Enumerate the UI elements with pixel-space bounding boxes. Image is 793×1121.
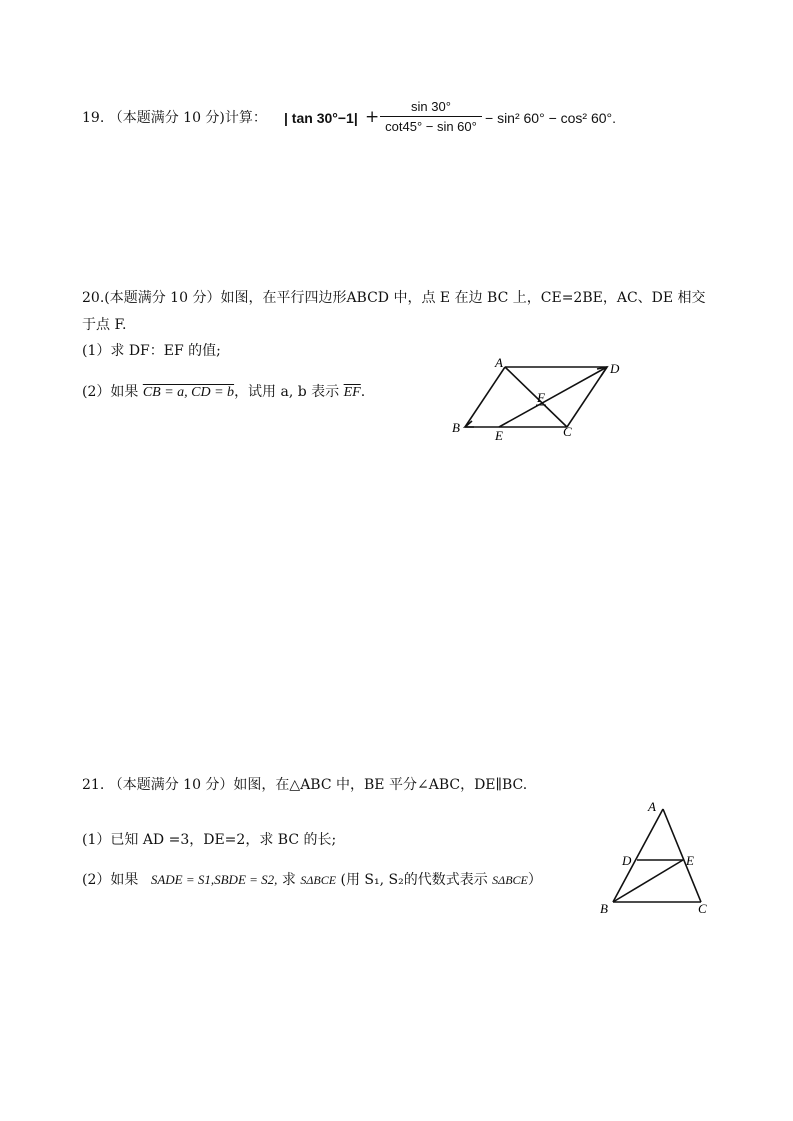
q20-statement-line2: 于点 F. [82, 317, 127, 333]
q20-part1: (1）求 DF：EF 的值; [82, 343, 221, 359]
q19-prefix: 19. （本题满分 10 分)计算： [82, 110, 267, 126]
q21-statement: 21. （本题满分 10 分）如图，在△ABC 中，BE 平分∠ABC，DE∥BC. [82, 777, 528, 793]
q20-part2-vectors: CB = a, CD = b [142, 385, 235, 400]
q20-label-c: C [563, 424, 572, 439]
q19-tail-expression: − sin² 60° − cos² 60°. [485, 110, 617, 126]
q21-label-d: D [622, 853, 632, 868]
q21-part2 [82, 871, 542, 889]
q21-label-e: E [686, 853, 694, 868]
q20-label-f: F [537, 390, 545, 405]
q20-label-d: D [610, 361, 620, 376]
q21-part1: (1）已知 AD =3，DE=2，求 BC 的长; [82, 832, 337, 848]
q20-statement-line1: 20.(本题满分 10 分）如图，在平行四边形ABCD 中，点 E 在边 BC 上，CE=2BE，AC、DE 相交 [82, 290, 706, 306]
q19-plus: + [365, 107, 380, 127]
q21-part2-sbce-repeat: SΔBCE [492, 873, 528, 887]
q20-edge-ab [465, 367, 505, 427]
q21-part2-close: ） [527, 872, 542, 888]
q21-label-b: B [600, 901, 608, 916]
q19-abs-expression: | tan 30°−1| [284, 110, 358, 126]
q21-part2-hint: (用 S₁, S₂的代数式表示 [340, 872, 488, 888]
q21-label-a: A [648, 799, 656, 814]
q21-edge-ac [663, 809, 701, 902]
q21-label-c: C [698, 901, 707, 916]
q21-part2-area-expression: SADE = S1,SBDE = S2, [150, 872, 278, 887]
q20-label-b: B [452, 420, 460, 435]
q21-part2-ask: 求 [281, 872, 296, 888]
q20-label-a: A [495, 355, 503, 370]
q19-fraction-denominator: cot45° − sin 60° [385, 119, 477, 134]
q21-part2-prefix: (2）如果 [82, 872, 139, 888]
q19-fraction-numerator: sin 30° [411, 99, 451, 114]
q21-part2-sbce: SΔBCE [300, 873, 337, 887]
q19-fraction-bar [380, 116, 482, 117]
q20-part2-prefix: (2）如果 [82, 384, 139, 400]
q20-part2 [82, 383, 365, 402]
q20-label-e: E [495, 428, 503, 443]
q19-fraction [380, 99, 482, 134]
q21-triangle-figure [595, 795, 720, 920]
q20-part2-middle: ，试用 a, b 表示 [234, 384, 340, 400]
q21-edge-ab [613, 809, 663, 902]
q20-part2-end: . [360, 384, 366, 400]
q20-parallelogram-figure [445, 355, 630, 445]
q20-part2-ef: $\overline{EF}$ [343, 385, 361, 400]
